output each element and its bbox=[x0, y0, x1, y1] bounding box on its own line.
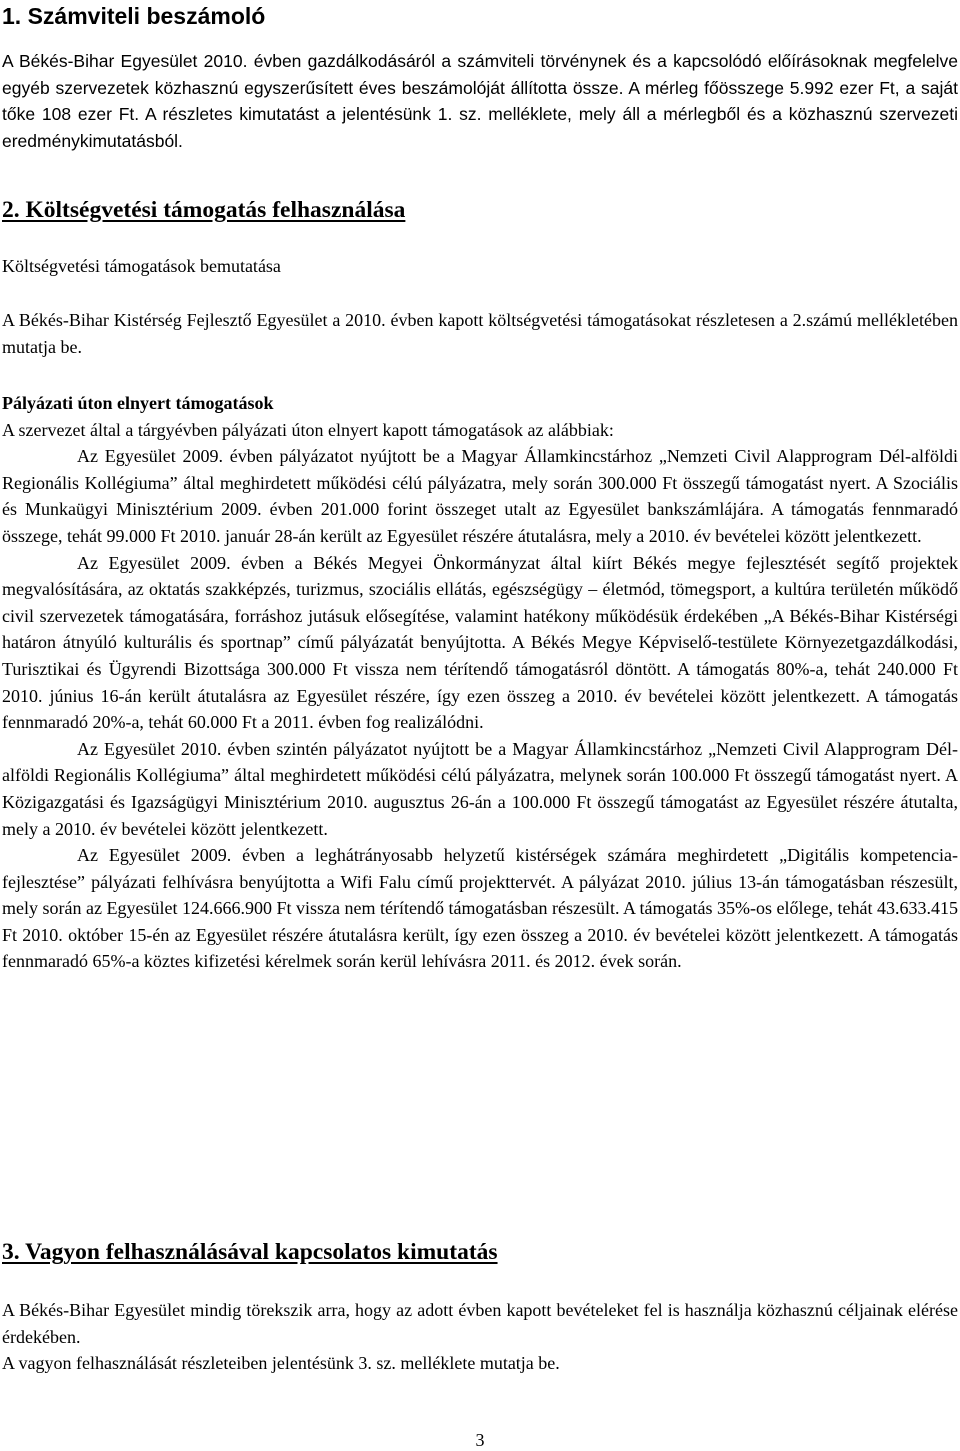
grant-item: Az Egyesület 2009. évben pályázatot nyújtott be a Magyar Államkincstárhoz „Nemzeti Civil Alapprogram Dél-alföldi Regionális Kollégiuma” által meghirdetett működési célú pályázatra, mely során 300.000 Ft összegű támogatást nyert. A Szociális és Munkaügyi Minisztérium 2009. évben 201.000 forint összeget utalt az Egyesület bankszámlájára. A támogatás fennmaradó összege, tehát 99.000 Ft 2010. január 28-án került az Egyesület részére átutalásra, mely a 2010. év bevételei között jelentkezett. bbox=[2, 446, 958, 546]
section2-subtitle-block bbox=[2, 253, 958, 280]
section2-subtitle: Költségvetési támogatások bemutatása bbox=[2, 256, 281, 276]
grant-item: Az Egyesület 2009. évben a leghátrányosabb helyzetű kistérségek számára meghirdetett „Digitális kompetencia-fejlesztése” pályázati felhívásra benyújtotta a Wifi Falu című projekttervét. A pályázat 2010. július 13-án támogatásban részesült, mely során az Egyesület 124.666.900 Ft vissza nem térítendő támogatásban részesült. A támogatás 35%-os előlege, tehát 43.633.415 Ft 2010. október 15-én az Egyesület részére átutalásra került, így ezen összeg a 2010. év bevételei között jelentkezett. A támogatás fennmaradó 65%-a köztes kifizetési kérelmek során kerül lehívásra 2011. és 2012. évek során. bbox=[2, 845, 958, 972]
section3-heading: 3. Vagyon felhasználásával kapcsolatos kimutatás bbox=[2, 1239, 498, 1265]
section1-heading: 1. Számviteli beszámoló bbox=[2, 3, 266, 29]
section2-intro-block bbox=[2, 307, 958, 360]
section3-paragraph-2: A vagyon felhasználását részleteiben jelentésünk 3. sz. melléklete mutatja be. bbox=[2, 1353, 560, 1374]
section3 bbox=[2, 1238, 958, 1266]
section1-paragraph: A Békés-Bihar Egyesület 2010. évben gazdálkodásáról a számviteli törvénynek és a kapcsolódó előírásoknak megfelelve egyéb szervezetek közhasznú egyszerűsített éves beszámolóját állította össze. A mérleg főösszege 5.992 ezer Ft, a saját tőke 108 ezer Ft. A részletes kimutatást a jelentésünk 1. sz. melléklete, mely áll a mérlegből és a közhasznú szervezeti eredménykimutatásból. bbox=[2, 51, 958, 151]
grants-intro: A szervezet által a tárgyévben pályázati úton elnyert kapott támogatások az alábbiak: bbox=[2, 419, 614, 440]
section1-body bbox=[2, 48, 958, 154]
grant-item: Az Egyesület 2009. évben a Békés Megyei Önkormányzat által kiírt Békés megye fejlesztését segítő projektek megvalósítására, az oktatás szakképzés, turizmus, szociális ellátás, egészségügy – életmód, tömegsport, a kultúra területén működő civil szervezetek támogatására, forráshoz jutásuk elősegítése, valamint hatékony működésük érdekében „A Békés-Bihar Kistérségi határon átnyúló kulturális és sportnap” című pályázatát benyújtotta. A Békés Megye Képviselő-testülete Környezetgazdálkodási, Turisztikai és Ügyrendi Bizottsága 300.000 Ft vissza nem térítendő támogatásról döntött. A támogatás 80%-a, tehát 240.000 Ft 2010. június 16-án került átutalásra az Egyesület részére, így ezen összeg a 2010. év bevételei között jelentkezett. A támogatás fennmaradó 20%-a, tehát 60.000 Ft a 2011. évben fog realizálódni. bbox=[2, 552, 958, 733]
page-number: 3 bbox=[475, 1430, 485, 1450]
grants-section bbox=[2, 390, 958, 975]
section2-intro: A Békés-Bihar Kistérség Fejlesztő Egyesület a 2010. évben kapott költségvetési támogatásokat részletesen a 2.számú mellékletében mutatja be. bbox=[2, 310, 958, 357]
section3-body bbox=[2, 1297, 958, 1377]
section2 bbox=[2, 196, 958, 224]
grant-item: Az Egyesület 2010. évben szintén pályázatot nyújtott be a Magyar Államkincstárhoz „Nemzeti Civil Alapprogram Dél-alföldi Regionális Kollégiuma” által meghirdetett működési célú pályázatra, melynek során 100.000 Ft összegű támogatást nyert. A Közigazgatási és Igazságügyi Minisztérium 2010. augusztus 26-án a 100.000 Ft összegű támogatást az Egyesület részére átutalta, mely a 2010. év bevételei között jelentkezett. bbox=[2, 738, 958, 839]
section2-heading: 2. Költségvetési támogatás felhasználása bbox=[2, 197, 406, 223]
grants-heading: Pályázati úton elnyert támogatások bbox=[2, 393, 274, 413]
section3-paragraph-1: A Békés-Bihar Egyesület mindig törekszik arra, hogy az adott évben kapott bevételeket fel is használja közhasznú céljainak elérése érdekében. bbox=[2, 1300, 958, 1347]
